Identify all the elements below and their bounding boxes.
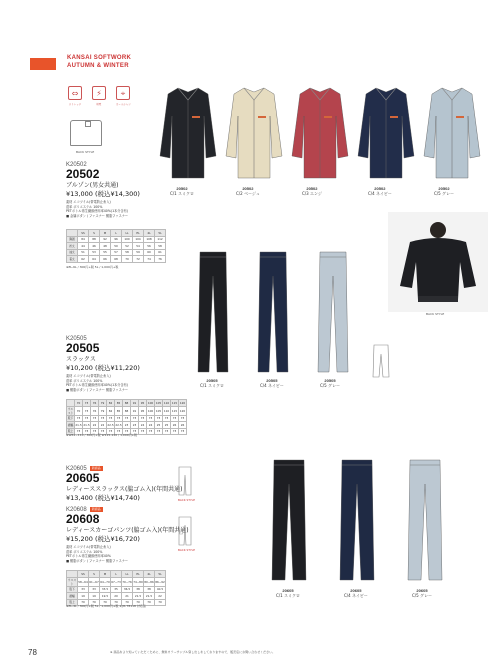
size-header-cell: M (100, 230, 111, 237)
jacket-back-style-thumbnail (70, 120, 102, 146)
size-cell: 62 (78, 256, 89, 263)
size-cell: 46 (89, 243, 100, 250)
size-table-20505 (66, 399, 187, 435)
size-cell: 70 (78, 599, 89, 606)
size-cell: 73 (107, 428, 115, 435)
jacket-2 (226, 88, 282, 178)
size-cell: 21.5 (75, 422, 82, 427)
product-number: 20505 (66, 341, 100, 355)
size-cell: 70 (155, 599, 166, 606)
size-cell: 70 (122, 599, 133, 606)
size-cell: 51 (78, 249, 89, 256)
product-code: K20505 (66, 336, 87, 342)
size-cell: 79 (99, 406, 107, 415)
size-cell: 70 (75, 406, 83, 415)
size-cell: 股上 (67, 429, 74, 434)
size-header-cell: 76 (91, 400, 99, 407)
spec-line: 混率 ポリエステル 100% (66, 378, 103, 383)
size-header-cell: 5L (155, 571, 166, 578)
color-label-c1: 20502 C/1 スミクロ (170, 186, 194, 196)
product-code: K20608 新商品 (66, 507, 101, 514)
jacket-color-labels (150, 186, 486, 200)
size-header-cell: EL (133, 230, 144, 237)
size-cell: 92 (100, 236, 111, 243)
back-style-caption: BACK STYLE (76, 150, 95, 154)
spec-line: ■ 樹脂ボタン / ファスナー 樹脂ファスナー (66, 558, 129, 563)
size-cell: 104 (133, 236, 144, 243)
product-20605-info (66, 466, 182, 502)
footer-note: ※ 商品をより知っていただくために、無料カラーサンプル貸し出しをしておりますので、販売店にお問い合わせください。 (110, 650, 276, 654)
size-cell: 袖丈 (67, 249, 78, 256)
back-style-caption-3: BACK STYLE (178, 498, 195, 502)
size-cell: 73 (131, 428, 139, 435)
size-cell: 38 (144, 586, 155, 593)
size-cell: 73 (155, 415, 163, 422)
spec-line: PETボトル再生繊維使用率40%(1本分含有) (66, 383, 129, 388)
size-cell: 73 (147, 415, 155, 422)
size-cell: 64 (89, 256, 100, 263)
product-price: ¥10,200 (税込¥11,220) (66, 364, 140, 372)
size-cell: 73 (115, 428, 123, 435)
feature-stretch (66, 86, 84, 106)
size-header-cell: S (89, 230, 100, 237)
product-20502-info (66, 162, 140, 218)
size-cell: 23 (123, 422, 131, 429)
size-cell: 84 (78, 236, 89, 243)
size-note: ※EL-6L / 300円+税 5L / 1,000円+税 (66, 265, 119, 269)
feature-icons (66, 86, 132, 106)
size-cell: 70 (133, 599, 144, 606)
size-cell: 22 (155, 593, 166, 600)
color-label-c5: 20502 C/5 グレー (434, 186, 454, 196)
size-cell: ウエスト (67, 406, 74, 415)
size-cell: 22.5 (115, 422, 122, 427)
size-cell: 58 (155, 243, 166, 250)
size-cell: 35 (111, 586, 122, 593)
product-20505-info (66, 336, 140, 392)
size-cell: 73 (179, 428, 187, 435)
size-cell: 67~73 (111, 577, 122, 586)
size-cell: 股下 (67, 586, 78, 593)
size-cell: 105 (155, 406, 163, 415)
size-cell: 76 (155, 256, 166, 263)
size-cell: ウエスト (67, 577, 77, 586)
size-header-cell: SS (78, 230, 89, 237)
size-cell: 95 (139, 406, 147, 415)
size-cell: 82 (107, 406, 115, 415)
size-header-cell: LL (122, 571, 133, 578)
size-cell: 80~86 (144, 577, 155, 586)
size-cell: 22 (91, 422, 99, 429)
size-cell: 19 (78, 593, 89, 600)
size-header-cell: 85 (115, 400, 123, 407)
size-cell: 73 (91, 428, 99, 435)
color-label-c4: 20505 C/4 ネイビー (260, 378, 284, 388)
size-cell: 73 (91, 415, 99, 422)
size-cell: 70 (111, 599, 122, 606)
color-label-c1: 20505 C/1 スミクロ (200, 378, 224, 388)
size-cell: 33 (89, 586, 100, 593)
size-cell: 59 (133, 249, 144, 256)
size-cell: 70~76 (122, 577, 133, 586)
product-price: ¥15,200 (税込¥16,720) (66, 535, 140, 544)
spec-line: 混率 ポリエステル 100% (66, 549, 103, 554)
size-cell: 73 (163, 428, 171, 435)
page-number: 78 (28, 648, 37, 657)
jacket-3 (292, 88, 348, 178)
size-cell: 108 (144, 236, 155, 243)
size-cell: 54 (133, 243, 144, 250)
spec-line: ■ 金属ボタン / ファスナー 樹脂ファスナー (66, 213, 129, 218)
ladies-cargo-back-thumbnail (178, 516, 192, 546)
size-cell: 74 (144, 256, 155, 263)
size-cell: 73 (83, 415, 91, 422)
size-cell: 72 (133, 256, 144, 263)
size-note: ※EL-4L / 300円+税 5L / 1,000円+税 ※JIS T8118 対応品 (66, 604, 146, 608)
size-header-cell: 91 (131, 400, 139, 407)
size-cell: 66 (100, 256, 111, 263)
size-cell: 38 (133, 586, 144, 593)
size-cell: 73 (83, 428, 91, 435)
size-cell: 73 (123, 415, 131, 422)
size-cell: 76 (91, 406, 99, 415)
size-cell: 20 (111, 593, 122, 600)
size-cell: 73 (115, 415, 123, 422)
size-table-20502 (66, 229, 166, 263)
size-cell: 21.5 (144, 593, 155, 600)
slacks-20505-lineup (192, 248, 372, 378)
size-cell: 53 (89, 249, 100, 256)
pants-1 (198, 252, 228, 372)
size-cell: 33.5 (100, 586, 111, 593)
color-label-c3: 20502 C/3 エンジ (302, 186, 322, 196)
product-code: K20605 新商品 (66, 466, 101, 473)
size-header-cell: 4L (144, 230, 155, 237)
size-header-cell: 79 (99, 400, 107, 407)
size-cell: 73 (139, 428, 147, 435)
size-cell: 64~70 (100, 577, 111, 586)
size-cell: 26 (171, 422, 179, 429)
pants-3 (318, 252, 348, 372)
slacks-back-style-thumbnail (372, 344, 390, 378)
product-number: 20608 (66, 512, 100, 527)
static-icon: ⚡ (92, 86, 106, 100)
size-cell: 50 (111, 243, 122, 250)
size-cell: 73 (99, 428, 107, 435)
size-cell: 21.5 (83, 422, 90, 427)
size-header-cell: 110 (163, 400, 170, 405)
size-cell: 73 (147, 428, 155, 435)
size-cell: 55 (100, 249, 111, 256)
size-cell: 48 (100, 243, 111, 250)
size-cell: 21 (122, 593, 133, 600)
size-cell: 70 (122, 256, 133, 263)
feature-label: 帯電 (96, 102, 102, 106)
jacket-5 (424, 88, 480, 178)
size-header-cell: 88 (123, 400, 131, 407)
product-number: 20502 (66, 167, 100, 181)
size-cell: 88 (89, 236, 100, 243)
size-header-cell: 73 (83, 400, 91, 407)
season-label: AUTUMN & WINTER (67, 63, 129, 69)
product-number: 20605 (66, 471, 100, 486)
size-cell: 58~64 (78, 577, 89, 586)
size-header-cell: 5L (155, 230, 166, 237)
size-cell: 22.5 (107, 422, 114, 427)
size-cell: 73 (83, 406, 91, 415)
stretch-icon: ⇔ (68, 86, 82, 100)
pants-1 (272, 460, 306, 580)
ladies-slacks-lineup (266, 456, 466, 586)
back-style-caption-2: BACK STYLE (426, 312, 445, 316)
size-cell: 44 (78, 243, 89, 250)
product-name: ブルゾン(男女共通) (66, 182, 119, 189)
size-cell: 58 (122, 249, 133, 256)
spec-line: 素材 エコツイル(帯電防止糸入) (66, 545, 111, 550)
size-header-cell: EL (133, 571, 144, 578)
size-cell: 73 (139, 415, 147, 422)
product-name: レディースカーゴパンツ(脇ゴム入)(年間共通) (66, 527, 189, 535)
size-header-cell: 4L (144, 571, 155, 578)
product-20608-info (66, 507, 189, 563)
product-price: ¥13,000 (税込¥14,300) (66, 190, 140, 198)
feature-gusset (114, 86, 132, 106)
size-cell: 22 (99, 422, 107, 429)
size-cell: 73 (75, 428, 83, 435)
size-cell: 61~67 (89, 577, 100, 586)
size-cell: 120 (179, 406, 187, 415)
size-cell: 着丈 (67, 256, 78, 263)
size-cell: 74~80 (133, 577, 144, 586)
size-cell: 56 (144, 243, 155, 250)
size-header-cell: LL (122, 230, 133, 237)
size-row (67, 577, 166, 586)
size-cell: 胸囲 (67, 236, 78, 243)
size-cell: 68 (111, 256, 122, 263)
size-cell: 112 (155, 236, 166, 243)
spec-line: PETボトル再生繊維使用率40% (66, 554, 111, 559)
size-cell: 86~92 (155, 577, 166, 586)
new-badge: 新商品 (91, 507, 101, 511)
size-cell: 61 (155, 249, 166, 256)
color-label-c5: 20605 C/5 グレー (412, 588, 432, 598)
size-cell: 73 (179, 415, 187, 422)
size-header-cell: 115 (171, 400, 178, 405)
spec-line: 素材 エコツイル(帯電防止糸入) (66, 374, 111, 378)
spec-line: PETボトル再生繊維使用率40%(1本分含有) (66, 209, 129, 214)
size-cell: 73 (171, 428, 179, 435)
size-cell: 40.5 (155, 586, 166, 593)
size-cell: 19.5 (100, 593, 111, 600)
size-cell: 73 (131, 415, 139, 422)
product-specs (66, 374, 140, 392)
brand-header (67, 54, 131, 70)
product-price: ¥13,400 (税込¥14,740) (66, 494, 140, 503)
size-row (67, 256, 166, 263)
size-cell: 36.5 (122, 586, 133, 593)
size-cell: 26 (179, 422, 187, 429)
size-cell: 85 (115, 406, 123, 415)
size-cell: 70 (89, 599, 100, 606)
product-specs (66, 545, 189, 563)
size-cell: 73 (155, 428, 163, 435)
size-cell: 25 (155, 422, 163, 429)
size-cell: 100 (122, 236, 133, 243)
size-header-cell: L (111, 230, 122, 237)
gusset-icon: ⌖ (116, 86, 130, 100)
size-cell: 57 (111, 249, 122, 256)
size-header-cell: M (100, 571, 111, 578)
size-header-cell: 120 (179, 400, 186, 405)
size-cell: 70 (144, 599, 155, 606)
size-cell: 21.5 (133, 593, 144, 600)
ladies-slacks-back-thumbnail (178, 466, 192, 496)
size-cell: 19 (89, 593, 100, 600)
product-name: スラックス (66, 356, 96, 363)
feature-label: ストレッチ (68, 102, 82, 106)
back-style-caption-4: BACK STYLE (178, 548, 195, 552)
jacket-color-lineup (150, 80, 486, 196)
size-cell: 裾幅 (67, 422, 74, 427)
size-header-cell: L (111, 571, 122, 578)
size-cell: 裄丈 (67, 243, 78, 250)
size-header-cell: 70 (75, 400, 83, 407)
pants-3 (408, 460, 442, 580)
size-header-cell: SS (78, 571, 89, 578)
size-cell: 股上 (67, 599, 78, 606)
color-label-c4: 20502 C/4 ネイビー (368, 186, 392, 196)
size-cell: 73 (107, 415, 115, 422)
brand-color-bar (30, 58, 56, 70)
size-cell: 73 (171, 415, 179, 422)
brand-name: KANSAI SOFTWORK (67, 55, 132, 61)
size-cell: 110 (163, 406, 171, 415)
size-cell: 70 (100, 599, 111, 606)
spec-line: 混率 ポリエステル 100% (66, 204, 103, 209)
size-cell: 股下 (67, 416, 74, 421)
size-cell: 52 (122, 243, 133, 250)
size-table-20605 (66, 570, 166, 606)
size-cell: 88 (123, 406, 131, 415)
size-header-cell: S (89, 571, 100, 578)
product-code: K20502 (66, 162, 87, 168)
size-cell: 60 (144, 249, 155, 256)
pants-2 (258, 252, 288, 372)
color-label-c5: 20505 C/5 グレー (320, 378, 340, 388)
product-specs (66, 200, 140, 218)
size-cell: 73 (123, 428, 131, 435)
size-header-cell: 82 (107, 400, 115, 407)
jacket-1 (160, 88, 216, 178)
model-back-view-photo (388, 212, 488, 312)
size-cell: 裾幅 (67, 593, 78, 600)
pants-2 (340, 460, 374, 580)
size-cell: 24 (147, 422, 155, 429)
spec-line: ■ 樹脂ボタン / ファスナー 樹脂ファスナー (66, 387, 129, 392)
size-cell: 73 (75, 415, 83, 422)
size-note: ※W61~110 / 300円+税 W115-120 / 1,000円+税 (66, 433, 138, 437)
size-header-cell: 95 (139, 400, 147, 407)
new-badge: 新商品 (91, 466, 101, 470)
feature-static (90, 86, 108, 106)
size-cell: 100 (147, 406, 155, 415)
size-cell: 24 (139, 422, 147, 429)
slacks-color-labels (192, 378, 372, 392)
size-header-cell: 100 (147, 400, 154, 405)
size-cell: 91 (131, 406, 139, 415)
size-cell: 73 (163, 415, 171, 422)
size-cell: 23 (131, 422, 139, 429)
size-cell: 33 (78, 586, 89, 593)
size-cell: 115 (171, 406, 179, 415)
size-cell: 25 (163, 422, 171, 429)
feature-label: オールシャツ (115, 102, 131, 106)
product-name: レディーススラックス(脇ゴム入)(年間共通) (66, 486, 183, 494)
jacket-4 (358, 88, 414, 178)
size-row (67, 406, 187, 415)
spec-line: 素材 エコツイル(帯電防止糸入) (66, 200, 111, 204)
color-label-c2: 20502 C/2 ベージュ (236, 186, 260, 196)
color-label-c1: 20605 C/1 スミクロ (276, 588, 300, 598)
ladies-color-labels (266, 588, 466, 602)
size-cell: 96 (111, 236, 122, 243)
size-header-cell: 105 (155, 400, 162, 405)
color-label-c4: 20605 C/4 ネイビー (344, 588, 368, 598)
size-cell: 73 (99, 415, 107, 422)
